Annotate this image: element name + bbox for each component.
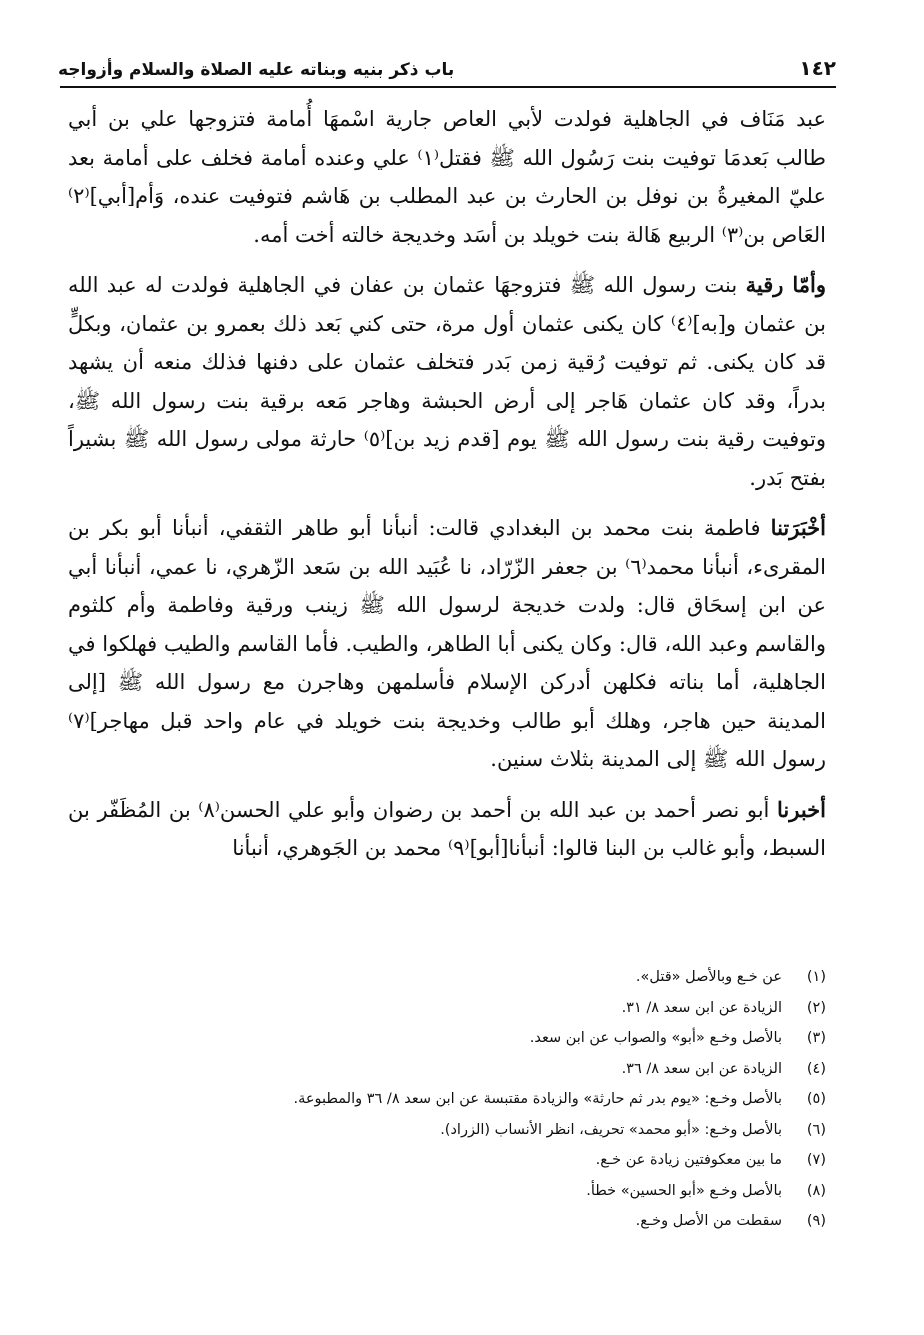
text-line: رسول الله ﷺ، وتوفيت رقية بنت رسول الله ﷺ يوم [قدم زيد بن]⁽٥⁾ حارثة مولى	[68, 388, 826, 451]
footnote-text: بالأصل وخـع «أبو» والصواب عن ابن سعد.	[529, 1030, 782, 1046]
text-line: طالب بَعدمَا توفيت بنت رَسُول الله ﷺ فقتل⁽١⁾ علي وعنده أمامة فخلف على أمامة بعد	[68, 145, 826, 170]
footnote-text: بالأصل وخـع: «أبو محمد» تحريف، انظر الأنساب (الزراد).	[440, 1121, 782, 1138]
footnote-number: (٩)	[806, 1213, 826, 1229]
text-line: عليّ المغيرةُ بن نوفل بن الحارث بن عبد المطلب بن هَاشم فتوفيت عنده، وَأم[أبي]⁽٢⁾	[68, 184, 826, 208]
text-line: منعه أن يشهد بدراً، وقد كان عثمان هَاجر إلى أرض الحبشة وهاجر مَعه برقية بنت	[68, 350, 826, 413]
text-line: بكر بن المقرىء، أنبأنا محمد⁽٦⁾ بن جعفر الزّرّاد، نا عُبَيد الله بن سَعد الزّهري، نا	[68, 516, 827, 579]
footnote-number: (٢)	[806, 999, 826, 1016]
header-rule	[60, 86, 836, 88]
text-line: رسول الله ﷺ بشيراً بفتح بَدر.	[68, 427, 826, 490]
footnote-item	[106, 1115, 826, 1146]
footnote-number: (٧)	[806, 1152, 826, 1168]
paragraph-lead: أخْبَرَتنا	[770, 515, 826, 540]
footnote-item	[106, 1084, 826, 1115]
running-title: باب ذكر بنيه وبناته عليه الصلاة والسلام وأزواجه	[58, 60, 455, 80]
text-line: عثمان، وبكلٍّ قد كان يكنى. ثم توفيت رُقية زمن بَدر فتخلف عثمان على دفنها فذلك	[68, 311, 826, 374]
footnote-text: بالأصل وخـع: «يوم بدر ثم حارثة» والزيادة مقتبسة عن ابن سعد ٨/ ٣٦ والمطبوعة.	[293, 1091, 782, 1107]
footnote-number: (٣)	[806, 1030, 826, 1046]
footnote-item	[106, 1206, 826, 1237]
text-line: واحد قبل مهاجر]⁽٧⁾ رسول الله ﷺ إلى المدينة بثلاث سنين.	[68, 708, 826, 771]
footnote-number: (٨)	[806, 1182, 826, 1199]
text-line: والطيب فهلكوا في الجاهلية، أما بناته فكلهن أدركن الإسلام فأسلمهن وهاجرن مع	[68, 631, 826, 694]
footnote-item	[106, 1054, 826, 1085]
paragraph-lead: وأمّا رقية	[745, 272, 826, 297]
main-text	[68, 100, 826, 868]
page-number: ١٤٢	[799, 56, 836, 80]
text-line: أبو نصر أحمد بن عبد الله بن أحمد بن رضوان وأبو علي الحسن⁽٨⁾ بن	[168, 797, 777, 822]
text-line: عبد مَنَاف في الجاهلية فولدت لأبي العاص جارية اسْمهَا أُمامة فتزوجها علي بن أبي	[68, 107, 826, 131]
page-header	[58, 40, 836, 80]
footnote-number: (١)	[806, 969, 826, 985]
footnotes	[106, 962, 826, 1237]
footnote-item	[106, 1023, 826, 1054]
paragraph-1	[68, 100, 826, 254]
text-line: عمي، أنبأنا أبي عن ابن إسحَاق قال: ولدت خديجة لرسول الله ﷺ زينب ورقية وفاطمة	[68, 554, 826, 617]
text-line: بنت رسول الله ﷺ فتزوجهَا عثمان بن عفان في الجاهلية فولدت له	[145, 273, 746, 297]
paragraph-4	[68, 791, 826, 868]
footnote-item	[106, 962, 826, 993]
text-line: وأم كلثوم والقاسم وعبد الله، قال: وكان يكنى أبا الطاهر، والطيب. فأما القاسم	[68, 593, 826, 656]
footnote-text: سقطت من الأصل وخـع.	[635, 1213, 782, 1229]
text-line: المُظَفّر بن السبط، وأبو غالب بن البنا قالوا: أنبأنا[أبو]⁽٩⁾ محمد بن الجَوهري، أنبأنا	[68, 797, 826, 860]
footnote-item	[106, 1145, 826, 1176]
footnote-item	[106, 1176, 826, 1207]
footnote-text: الزيادة عن ابن سعد ٨/ ٣١.	[621, 999, 782, 1016]
paragraph-2	[68, 266, 826, 497]
footnote-text: الزيادة عن ابن سعد ٨/ ٣٦.	[621, 1060, 782, 1077]
footnote-number: (٥)	[806, 1091, 826, 1107]
paragraph-lead: أخبرنا	[777, 796, 826, 822]
paragraph-3	[68, 509, 826, 779]
text-line: رسول الله ﷺ [إلى المدينة حين هاجر، وهلك أبو طالب وخديجة بنت خويلد في عام	[68, 670, 827, 733]
footnote-item	[106, 993, 826, 1024]
footnote-text: عن خـع وبالأصل «قتل».	[635, 969, 782, 985]
footnote-number: (٤)	[806, 1060, 826, 1077]
text-line: فاطمة بنت محمد بن البغدادي قالت: أنبأنا أبو طاهر الثقفي، أنبأنا أبو	[139, 516, 771, 540]
text-line: عبد الله بن عثمان و[به]⁽٤⁾ كان يكنى عثمان أول مرة، حتى كني بَعد ذلك بعمرو بن	[68, 273, 826, 336]
text-line: العَاص بن⁽٣⁾ الربيع هَالة بنت خويلد بن أسَد وخديجة خالته أخت أمه.	[253, 222, 826, 247]
footnote-text: ما بين معكوفتين زيادة عن خـع.	[595, 1152, 782, 1168]
footnote-number: (٦)	[806, 1121, 826, 1138]
footnote-text: بالأصل وخـع «أبو الحسين» خطأ.	[586, 1182, 782, 1199]
